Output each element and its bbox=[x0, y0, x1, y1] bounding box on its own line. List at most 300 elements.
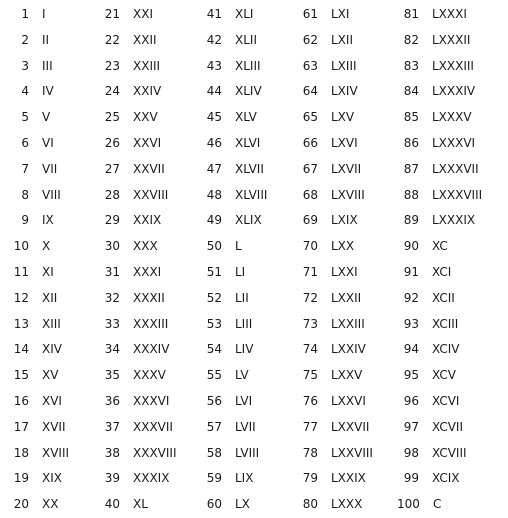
roman-numeral: V bbox=[42, 110, 51, 125]
table-row bbox=[397, 415, 501, 441]
table-row bbox=[4, 337, 108, 363]
table-row bbox=[397, 28, 501, 54]
table-row bbox=[4, 183, 108, 209]
roman-numeral: LXXI bbox=[331, 264, 358, 279]
table-row bbox=[201, 28, 305, 54]
table-row bbox=[4, 208, 108, 234]
table-row bbox=[296, 260, 400, 286]
arabic-number: 55 bbox=[206, 368, 222, 383]
table-row bbox=[201, 105, 305, 131]
column-group bbox=[397, 2, 501, 518]
arabic-number: 46 bbox=[206, 135, 222, 150]
arabic-number: 11 bbox=[13, 264, 29, 279]
arabic-number: 77 bbox=[302, 419, 318, 434]
table-row bbox=[296, 183, 400, 209]
table-row bbox=[296, 2, 400, 28]
roman-numeral: XCVI bbox=[432, 393, 460, 408]
arabic-number: 83 bbox=[403, 58, 419, 73]
arabic-number: 94 bbox=[403, 342, 419, 357]
table-row bbox=[95, 441, 199, 467]
arabic-number: 27 bbox=[104, 161, 120, 176]
arabic-number: 72 bbox=[302, 290, 318, 305]
roman-numeral: XXII bbox=[133, 32, 157, 47]
arabic-number: 1 bbox=[21, 7, 29, 21]
roman-numeral: XLVII bbox=[235, 161, 264, 176]
table-row bbox=[397, 79, 501, 105]
table-row bbox=[95, 54, 199, 80]
roman-numeral: LV bbox=[235, 368, 249, 383]
arabic-number: 54 bbox=[206, 342, 222, 357]
arabic-number: 40 bbox=[104, 497, 120, 512]
table-row bbox=[95, 157, 199, 183]
roman-numeral: XC bbox=[432, 239, 448, 254]
roman-numeral: LXVIII bbox=[331, 187, 365, 202]
table-row bbox=[397, 234, 501, 260]
table-row bbox=[296, 312, 400, 338]
roman-numeral: IV bbox=[42, 84, 54, 99]
table-row bbox=[95, 286, 199, 312]
roman-numeral: LXXII bbox=[331, 290, 362, 305]
arabic-number: 13 bbox=[13, 316, 29, 331]
arabic-number: 86 bbox=[403, 135, 419, 150]
arabic-number: 81 bbox=[403, 7, 419, 21]
arabic-number: 78 bbox=[302, 445, 318, 460]
table-row bbox=[397, 492, 501, 518]
arabic-number: 93 bbox=[403, 316, 419, 331]
table-row bbox=[95, 337, 199, 363]
table-row bbox=[95, 415, 199, 441]
table-row bbox=[4, 234, 108, 260]
table-row bbox=[201, 54, 305, 80]
table-row bbox=[397, 157, 501, 183]
table-row bbox=[397, 131, 501, 157]
table-row bbox=[296, 363, 400, 389]
table-row bbox=[201, 492, 305, 518]
table-row bbox=[95, 363, 199, 389]
table-row bbox=[397, 54, 501, 80]
roman-numeral: XXVI bbox=[133, 135, 162, 150]
arabic-number: 65 bbox=[302, 110, 318, 125]
table-row bbox=[397, 363, 501, 389]
table-row bbox=[4, 105, 108, 131]
arabic-number: 75 bbox=[302, 368, 318, 383]
roman-numeral: XVII bbox=[42, 419, 66, 434]
table-row bbox=[4, 415, 108, 441]
table-row bbox=[95, 312, 199, 338]
roman-numeral: XXV bbox=[133, 110, 158, 125]
table-row bbox=[296, 286, 400, 312]
roman-numeral: XCIII bbox=[432, 316, 459, 331]
arabic-number: 37 bbox=[104, 419, 120, 434]
table-row bbox=[296, 389, 400, 415]
column-group bbox=[4, 2, 108, 518]
roman-numeral: XXXII bbox=[133, 290, 165, 305]
roman-numeral: XII bbox=[42, 290, 58, 305]
roman-numeral: LXIV bbox=[331, 84, 358, 99]
roman-numeral: XCI bbox=[432, 264, 452, 279]
arabic-number: 59 bbox=[206, 471, 222, 486]
table-row bbox=[4, 466, 108, 492]
arabic-number: 35 bbox=[104, 368, 120, 383]
arabic-number: 64 bbox=[302, 84, 318, 99]
roman-numeral: XLV bbox=[235, 110, 257, 125]
table-row bbox=[4, 363, 108, 389]
arabic-number: 71 bbox=[302, 264, 318, 279]
arabic-number: 19 bbox=[13, 471, 29, 486]
roman-numeral: XLIV bbox=[235, 84, 262, 99]
arabic-number: 10 bbox=[13, 239, 29, 254]
roman-numeral: LXIX bbox=[331, 213, 358, 228]
roman-numeral: LXXIV bbox=[331, 342, 366, 357]
arabic-number: 5 bbox=[21, 110, 29, 125]
table-row bbox=[296, 337, 400, 363]
roman-numeral: XXXVIII bbox=[133, 445, 177, 460]
roman-numeral: LVII bbox=[235, 419, 256, 434]
table-row bbox=[95, 2, 199, 28]
arabic-number: 51 bbox=[206, 264, 222, 279]
arabic-number: 4 bbox=[21, 84, 29, 99]
arabic-number: 45 bbox=[206, 110, 222, 125]
roman-numeral: XIX bbox=[42, 471, 62, 486]
table-row bbox=[4, 312, 108, 338]
roman-numeral: LXXIII bbox=[331, 316, 365, 331]
table-row bbox=[4, 2, 108, 28]
roman-numeral: XCVIII bbox=[432, 445, 467, 460]
arabic-number: 22 bbox=[104, 32, 120, 47]
arabic-number: 6 bbox=[21, 135, 29, 150]
arabic-number: 91 bbox=[403, 264, 419, 279]
roman-numeral: XXIX bbox=[133, 213, 162, 228]
table-row bbox=[397, 441, 501, 467]
table-row bbox=[397, 260, 501, 286]
column-group bbox=[296, 2, 400, 518]
roman-numeral: LVIII bbox=[235, 445, 260, 460]
table-row bbox=[95, 183, 199, 209]
roman-numeral: XLII bbox=[235, 32, 257, 47]
table-row bbox=[397, 466, 501, 492]
arabic-number: 25 bbox=[104, 110, 120, 125]
table-row bbox=[296, 492, 400, 518]
table-row bbox=[4, 28, 108, 54]
arabic-number: 98 bbox=[403, 445, 419, 460]
roman-numeral: LXXXVIII bbox=[432, 187, 483, 202]
roman-numeral: LXXXIX bbox=[432, 213, 476, 228]
roman-numeral: XXXI bbox=[133, 264, 162, 279]
roman-numeral: LXXXVII bbox=[432, 161, 479, 176]
table-row bbox=[201, 441, 305, 467]
arabic-number: 43 bbox=[206, 58, 222, 73]
table-row bbox=[296, 131, 400, 157]
arabic-number: 87 bbox=[403, 161, 419, 176]
roman-numeral: LXVI bbox=[331, 135, 358, 150]
roman-numeral: XLIII bbox=[235, 58, 261, 73]
roman-numeral: XXXIV bbox=[133, 342, 170, 357]
roman-numeral: C bbox=[433, 497, 442, 512]
arabic-number: 84 bbox=[403, 84, 419, 99]
table-row bbox=[201, 363, 305, 389]
table-row bbox=[397, 389, 501, 415]
roman-numeral: I bbox=[42, 7, 46, 21]
roman-numeral: LXXV bbox=[331, 368, 363, 383]
roman-numeral: LXXVI bbox=[331, 393, 366, 408]
roman-numeral: LXVII bbox=[331, 161, 362, 176]
roman-numeral: VIII bbox=[42, 187, 61, 202]
roman-numeral: LXX bbox=[331, 239, 355, 254]
roman-numeral: LXXXV bbox=[432, 110, 472, 125]
arabic-number: 26 bbox=[104, 135, 120, 150]
roman-numeral: LXXIX bbox=[331, 471, 366, 486]
arabic-number: 60 bbox=[206, 497, 222, 512]
table-row bbox=[296, 441, 400, 467]
arabic-number: 23 bbox=[104, 58, 120, 73]
arabic-number: 61 bbox=[302, 7, 318, 21]
arabic-number: 82 bbox=[403, 32, 419, 47]
roman-numeral: XLI bbox=[235, 7, 254, 21]
table-row bbox=[201, 260, 305, 286]
roman-numeral: LXXXII bbox=[432, 32, 471, 47]
arabic-number: 66 bbox=[302, 135, 318, 150]
table-row bbox=[95, 131, 199, 157]
arabic-number: 17 bbox=[13, 419, 29, 434]
roman-numeral: LII bbox=[235, 290, 249, 305]
table-row bbox=[397, 337, 501, 363]
roman-numeral: X bbox=[42, 239, 51, 254]
column-group bbox=[95, 2, 199, 518]
table-row bbox=[397, 183, 501, 209]
arabic-number: 70 bbox=[302, 239, 318, 254]
roman-numeral: XIV bbox=[42, 342, 62, 357]
roman-numeral: LIX bbox=[235, 471, 254, 486]
arabic-number: 76 bbox=[302, 393, 318, 408]
roman-numeral: LXXXIII bbox=[432, 58, 474, 73]
table-row bbox=[4, 54, 108, 80]
arabic-number: 49 bbox=[206, 213, 222, 228]
roman-numeral: IX bbox=[42, 213, 54, 228]
arabic-number: 68 bbox=[302, 187, 318, 202]
arabic-number: 16 bbox=[13, 393, 29, 408]
arabic-number: 99 bbox=[403, 471, 419, 486]
table-row bbox=[95, 234, 199, 260]
roman-numeral: XXI bbox=[133, 7, 153, 21]
table-row bbox=[201, 2, 305, 28]
roman-numeral: LXIII bbox=[331, 58, 357, 73]
arabic-number: 52 bbox=[206, 290, 222, 305]
arabic-number: 57 bbox=[206, 419, 222, 434]
arabic-number: 39 bbox=[104, 471, 120, 486]
table-row bbox=[296, 105, 400, 131]
roman-numeral: XIII bbox=[42, 316, 61, 331]
table-row bbox=[4, 131, 108, 157]
table-row bbox=[95, 208, 199, 234]
roman-numeral: XLVIII bbox=[235, 187, 268, 202]
table-row bbox=[201, 312, 305, 338]
arabic-number: 69 bbox=[302, 213, 318, 228]
arabic-number: 95 bbox=[403, 368, 419, 383]
table-row bbox=[296, 79, 400, 105]
table-row bbox=[201, 157, 305, 183]
table-row bbox=[95, 389, 199, 415]
table-row bbox=[296, 28, 400, 54]
arabic-number: 63 bbox=[302, 58, 318, 73]
table-row bbox=[4, 389, 108, 415]
roman-numeral: XLVI bbox=[235, 135, 261, 150]
roman-numeral: LI bbox=[235, 264, 246, 279]
roman-numeral: LXII bbox=[331, 32, 353, 47]
table-row bbox=[397, 286, 501, 312]
arabic-number: 48 bbox=[206, 187, 222, 202]
table-row bbox=[4, 492, 108, 518]
roman-numeral: XXXVII bbox=[133, 419, 173, 434]
arabic-number: 44 bbox=[206, 84, 222, 99]
arabic-number: 28 bbox=[104, 187, 120, 202]
arabic-number: 89 bbox=[403, 213, 419, 228]
table-row bbox=[201, 466, 305, 492]
roman-numeral: XXVIII bbox=[133, 187, 169, 202]
arabic-number: 12 bbox=[13, 290, 29, 305]
table-row bbox=[397, 105, 501, 131]
roman-numeral: XVI bbox=[42, 393, 62, 408]
roman-numeral: LVI bbox=[235, 393, 253, 408]
table-row bbox=[95, 105, 199, 131]
roman-numeral: XXIV bbox=[133, 84, 162, 99]
roman-numeral: LXI bbox=[331, 7, 350, 21]
arabic-number: 47 bbox=[206, 161, 222, 176]
arabic-number: 80 bbox=[302, 497, 318, 512]
arabic-number: 15 bbox=[13, 368, 29, 383]
roman-numeral: LXXXIV bbox=[432, 84, 476, 99]
roman-numeral: III bbox=[42, 58, 53, 73]
arabic-number: 73 bbox=[302, 316, 318, 331]
roman-numeral: LXXXVI bbox=[432, 135, 476, 150]
table-row bbox=[201, 234, 305, 260]
arabic-number: 34 bbox=[104, 342, 120, 357]
arabic-number: 92 bbox=[403, 290, 419, 305]
arabic-number: 14 bbox=[13, 342, 29, 357]
arabic-number: 56 bbox=[206, 393, 222, 408]
table-row bbox=[4, 157, 108, 183]
roman-numeral: XXIII bbox=[133, 58, 161, 73]
table-row bbox=[201, 79, 305, 105]
roman-numeral: LXV bbox=[331, 110, 355, 125]
arabic-number: 42 bbox=[206, 32, 222, 47]
arabic-number: 100 bbox=[397, 497, 420, 512]
arabic-number: 53 bbox=[206, 316, 222, 331]
arabic-number: 41 bbox=[206, 7, 222, 21]
arabic-number: 30 bbox=[104, 239, 120, 254]
roman-numeral: XXVII bbox=[133, 161, 165, 176]
roman-numeral: L bbox=[235, 239, 242, 254]
arabic-number: 20 bbox=[13, 497, 29, 512]
arabic-number: 7 bbox=[21, 161, 29, 176]
arabic-number: 32 bbox=[104, 290, 120, 305]
table-row bbox=[201, 389, 305, 415]
arabic-number: 18 bbox=[13, 445, 29, 460]
roman-numeral: XCIX bbox=[432, 471, 460, 486]
roman-numeral: XCII bbox=[432, 290, 455, 305]
roman-numeral: VI bbox=[42, 135, 54, 150]
arabic-number: 21 bbox=[104, 7, 120, 21]
table-row bbox=[4, 260, 108, 286]
table-row bbox=[201, 208, 305, 234]
table-row bbox=[201, 183, 305, 209]
arabic-number: 24 bbox=[104, 84, 120, 99]
table-row bbox=[296, 157, 400, 183]
arabic-number: 29 bbox=[104, 213, 120, 228]
table-row bbox=[397, 208, 501, 234]
arabic-number: 67 bbox=[302, 161, 318, 176]
arabic-number: 9 bbox=[21, 213, 29, 228]
roman-numeral: XXX bbox=[133, 239, 158, 254]
arabic-number: 8 bbox=[21, 187, 29, 202]
table-row bbox=[4, 79, 108, 105]
table-row bbox=[95, 466, 199, 492]
arabic-number: 33 bbox=[104, 316, 120, 331]
table-row bbox=[201, 415, 305, 441]
table-row bbox=[4, 286, 108, 312]
arabic-number: 3 bbox=[21, 58, 29, 73]
arabic-number: 38 bbox=[104, 445, 120, 460]
roman-numeral: XXXVI bbox=[133, 393, 170, 408]
roman-numeral: LIV bbox=[235, 342, 254, 357]
arabic-number: 97 bbox=[403, 419, 419, 434]
table-row bbox=[296, 234, 400, 260]
roman-numeral: XXXIII bbox=[133, 316, 169, 331]
arabic-number: 96 bbox=[403, 393, 419, 408]
table-row bbox=[201, 286, 305, 312]
arabic-number: 90 bbox=[403, 239, 419, 254]
table-row bbox=[95, 492, 199, 518]
table-row bbox=[95, 79, 199, 105]
roman-numeral: XLIX bbox=[235, 213, 262, 228]
arabic-number: 74 bbox=[302, 342, 318, 357]
roman-numeral: LXXVIII bbox=[331, 445, 373, 460]
roman-numeral: LXXVII bbox=[331, 419, 370, 434]
roman-numeral: II bbox=[42, 32, 50, 47]
roman-numeral: LIII bbox=[235, 316, 253, 331]
roman-numeral: XL bbox=[133, 497, 148, 512]
arabic-number: 50 bbox=[206, 239, 222, 254]
table-row bbox=[296, 415, 400, 441]
roman-numeral: VII bbox=[42, 161, 58, 176]
table-row bbox=[201, 131, 305, 157]
roman-numeral: XV bbox=[42, 368, 59, 383]
table-row bbox=[296, 466, 400, 492]
arabic-number: 2 bbox=[21, 32, 29, 47]
table-row bbox=[95, 260, 199, 286]
arabic-number: 88 bbox=[403, 187, 419, 202]
table-row bbox=[4, 441, 108, 467]
arabic-number: 85 bbox=[403, 110, 419, 125]
table-row bbox=[397, 312, 501, 338]
arabic-number: 36 bbox=[104, 393, 120, 408]
table-row bbox=[95, 28, 199, 54]
arabic-number: 62 bbox=[302, 32, 318, 47]
roman-numeral: XCVII bbox=[432, 419, 464, 434]
roman-numeral: XXXIX bbox=[133, 471, 170, 486]
roman-numeral: XVIII bbox=[42, 445, 70, 460]
roman-numeral: XI bbox=[42, 264, 54, 279]
roman-numeral: XCIV bbox=[432, 342, 460, 357]
roman-numeral: LXXXI bbox=[432, 7, 467, 21]
roman-numeral: LXXX bbox=[331, 497, 363, 512]
arabic-number: 58 bbox=[206, 445, 222, 460]
table-row bbox=[397, 2, 501, 28]
column-group bbox=[201, 2, 305, 518]
arabic-number: 79 bbox=[302, 471, 318, 486]
table-row bbox=[296, 208, 400, 234]
roman-numeral: XX bbox=[42, 497, 59, 512]
roman-numeral: LX bbox=[235, 497, 250, 512]
